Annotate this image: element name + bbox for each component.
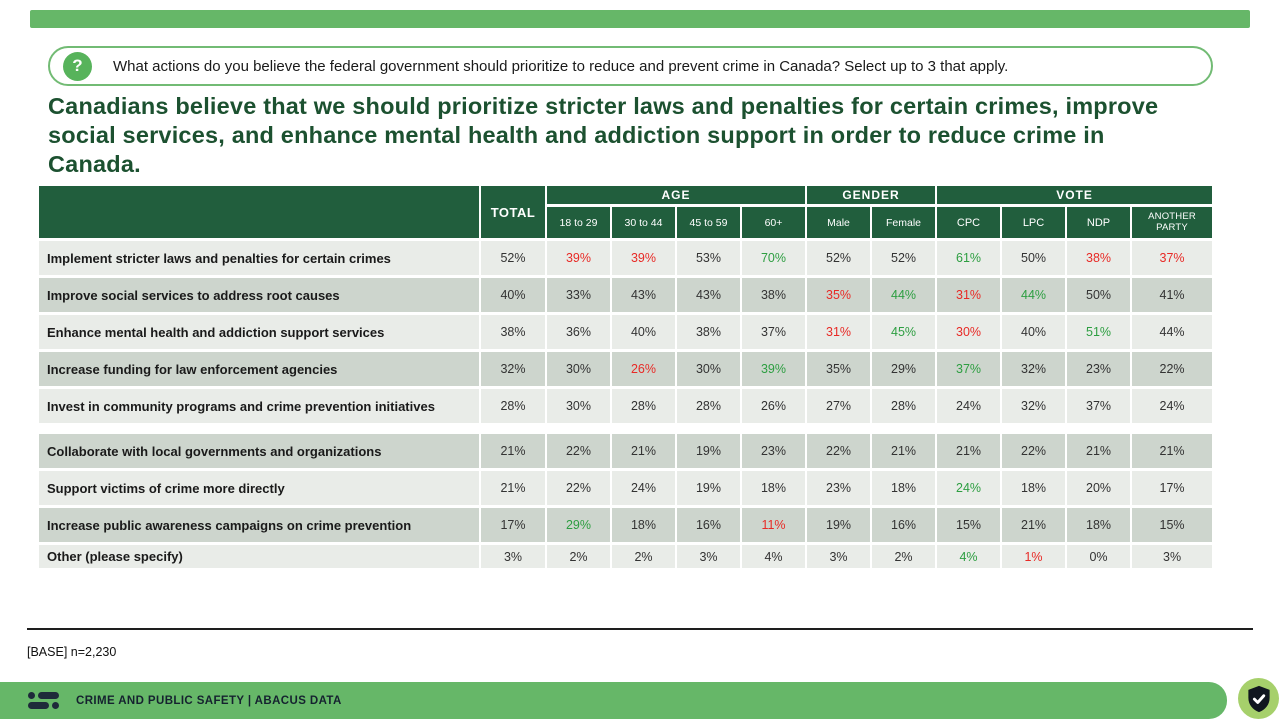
table-cell: 31%: [937, 278, 1000, 312]
table-row: [39, 315, 1212, 349]
table-cell: 36%: [547, 315, 610, 349]
table-cell: 44%: [1002, 278, 1065, 312]
table-cell: 18%: [742, 471, 805, 505]
table-cell: 23%: [742, 434, 805, 468]
table-cell: 22%: [547, 434, 610, 468]
top-accent-bar: [30, 10, 1250, 28]
table-cell: 38%: [742, 278, 805, 312]
table-row: [39, 389, 1212, 423]
table-cell: 21%: [872, 434, 935, 468]
table-cell: 19%: [807, 508, 870, 542]
table-cell: 18%: [872, 471, 935, 505]
table-cell: 3%: [481, 545, 545, 568]
column-header: CPC: [937, 207, 1000, 238]
table-cell: 21%: [1067, 434, 1130, 468]
question-icon: [63, 52, 92, 81]
abacus-data-logo-icon: [28, 692, 59, 709]
table-cell: 26%: [742, 389, 805, 423]
column-group-header: VOTE: [937, 186, 1212, 204]
table-cell: 43%: [612, 278, 675, 312]
shield-check-glyph: [1244, 684, 1274, 714]
table-row: [39, 278, 1212, 312]
table-cell: 16%: [872, 508, 935, 542]
question-text: What actions do you believe the federal government should prioritize to reduce and prevent crime in Canada? Select up to 3 that apply.: [113, 57, 1009, 75]
column-header: 45 to 59: [677, 207, 740, 238]
base-note: [BASE] n=2,230: [27, 645, 117, 659]
table-cell: 40%: [481, 278, 545, 312]
table-cell: 21%: [481, 434, 545, 468]
column-header: Female: [872, 207, 935, 238]
table-cell: 35%: [807, 352, 870, 386]
table-cell: 26%: [612, 352, 675, 386]
table-cell: 52%: [807, 241, 870, 275]
table-cell: 17%: [1132, 471, 1212, 505]
column-header: NDP: [1067, 207, 1130, 238]
table-row: [39, 352, 1212, 386]
row-label: Collaborate with local governments and organizations: [39, 434, 479, 468]
spacer-cell: [39, 426, 1212, 431]
table-cell: 21%: [1002, 508, 1065, 542]
table-cell: 40%: [612, 315, 675, 349]
table-cell: 29%: [872, 352, 935, 386]
table-cell: 28%: [872, 389, 935, 423]
row-label: Other (please specify): [39, 545, 479, 568]
table-cell: 2%: [612, 545, 675, 568]
table-cell: 24%: [1132, 389, 1212, 423]
table-cell: 44%: [872, 278, 935, 312]
column-header: LPC: [1002, 207, 1065, 238]
table-cell: 20%: [1067, 471, 1130, 505]
table-cell: 39%: [547, 241, 610, 275]
table-cell: 24%: [937, 389, 1000, 423]
column-header: 18 to 29: [547, 207, 610, 238]
table-cell: 52%: [872, 241, 935, 275]
row-label: Increase funding for law enforcement agencies: [39, 352, 479, 386]
table-wrap: [37, 183, 1208, 571]
results-table: [37, 183, 1214, 571]
column-header: 30 to 44: [612, 207, 675, 238]
table-body: [39, 241, 1212, 568]
table-cell: 30%: [677, 352, 740, 386]
table-cell: 32%: [481, 352, 545, 386]
table-cell: 52%: [481, 241, 545, 275]
table-cell: 70%: [742, 241, 805, 275]
table-cell: 28%: [612, 389, 675, 423]
table-cell: 15%: [937, 508, 1000, 542]
table-cell: 43%: [677, 278, 740, 312]
divider-line: [27, 628, 1253, 630]
table-cell: 50%: [1002, 241, 1065, 275]
table-cell: 39%: [742, 352, 805, 386]
table-row: [39, 241, 1212, 275]
table-cell: 3%: [1132, 545, 1212, 568]
table-cell: 30%: [937, 315, 1000, 349]
table-cell: 0%: [1067, 545, 1130, 568]
table-cell: 37%: [1067, 389, 1130, 423]
table-cell: 38%: [481, 315, 545, 349]
table-cell: 21%: [1132, 434, 1212, 468]
table-cell: 37%: [1132, 241, 1212, 275]
table-cell: 29%: [547, 508, 610, 542]
table-cell: 38%: [1067, 241, 1130, 275]
row-label: Increase public awareness campaigns on crime prevention: [39, 508, 479, 542]
table-row: [39, 471, 1212, 505]
table-cell: 22%: [1002, 434, 1065, 468]
row-label: Invest in community programs and crime prevention initiatives: [39, 389, 479, 423]
spacer-row: [39, 426, 1212, 431]
column-group-header: AGE: [547, 186, 805, 204]
question-box: [48, 46, 1213, 86]
table-cell: 51%: [1067, 315, 1130, 349]
table-cell: 11%: [742, 508, 805, 542]
table-cell: 30%: [547, 389, 610, 423]
table-cell: 17%: [481, 508, 545, 542]
table-cell: 18%: [1067, 508, 1130, 542]
row-label: Enhance mental health and addiction support services: [39, 315, 479, 349]
table-cell: 41%: [1132, 278, 1212, 312]
column-header: 60+: [742, 207, 805, 238]
table-cell: 37%: [937, 352, 1000, 386]
table-cell: 33%: [547, 278, 610, 312]
footer-title: CRIME AND PUBLIC SAFETY | ABACUS DATA: [76, 694, 342, 707]
table-cell: 22%: [807, 434, 870, 468]
table-cell: 2%: [872, 545, 935, 568]
column-header-total: TOTAL: [481, 186, 545, 238]
table-cell: 31%: [807, 315, 870, 349]
table-head: [39, 186, 1212, 238]
table-cell: 50%: [1067, 278, 1130, 312]
table-cell: 18%: [612, 508, 675, 542]
question-icon-glyph: ?: [72, 56, 83, 75]
table-cell: 15%: [1132, 508, 1212, 542]
table-cell: 45%: [872, 315, 935, 349]
table-cell: 18%: [1002, 471, 1065, 505]
table-cell: 3%: [807, 545, 870, 568]
table-row: [39, 434, 1212, 468]
table-cell: 21%: [612, 434, 675, 468]
table-cell: 37%: [742, 315, 805, 349]
column-header: ANOTHER PARTY: [1132, 207, 1212, 238]
shield-check-icon[interactable]: [1238, 678, 1279, 719]
table-row: [39, 508, 1212, 542]
table-cell: 23%: [1067, 352, 1130, 386]
table-cell: 40%: [1002, 315, 1065, 349]
table-cell: 19%: [677, 471, 740, 505]
table-cell: 4%: [742, 545, 805, 568]
corner-header-cell: [39, 186, 479, 238]
table-cell: 28%: [481, 389, 545, 423]
table-cell: 38%: [677, 315, 740, 349]
column-header: Male: [807, 207, 870, 238]
table-cell: 19%: [677, 434, 740, 468]
table-cell: 61%: [937, 241, 1000, 275]
table-cell: 39%: [612, 241, 675, 275]
table-cell: 35%: [807, 278, 870, 312]
page-title: Canadians believe that we should prioritize stricter laws and penalties for certain crimes, improve social services, and enhance mental health and addiction support in order to reduce crime in Canada.: [48, 93, 1159, 177]
table-cell: 24%: [937, 471, 1000, 505]
table-cell: 24%: [612, 471, 675, 505]
column-group-header: GENDER: [807, 186, 935, 204]
row-label: Improve social services to address root causes: [39, 278, 479, 312]
table-cell: 32%: [1002, 352, 1065, 386]
table-cell: 22%: [1132, 352, 1212, 386]
table-cell: 53%: [677, 241, 740, 275]
table-cell: 3%: [677, 545, 740, 568]
row-label: Implement stricter laws and penalties for certain crimes: [39, 241, 479, 275]
table-cell: 44%: [1132, 315, 1212, 349]
table-cell: 21%: [937, 434, 1000, 468]
row-label: Support victims of crime more directly: [39, 471, 479, 505]
table-cell: 4%: [937, 545, 1000, 568]
table-cell: 21%: [481, 471, 545, 505]
table-cell: 28%: [677, 389, 740, 423]
table-cell: 22%: [547, 471, 610, 505]
table-cell: 32%: [1002, 389, 1065, 423]
table-cell: 27%: [807, 389, 870, 423]
table-row: [39, 545, 1212, 568]
table-cell: 2%: [547, 545, 610, 568]
table-cell: 23%: [807, 471, 870, 505]
table-cell: 1%: [1002, 545, 1065, 568]
table-cell: 16%: [677, 508, 740, 542]
footer-bar: [0, 682, 1227, 719]
table-cell: 30%: [547, 352, 610, 386]
